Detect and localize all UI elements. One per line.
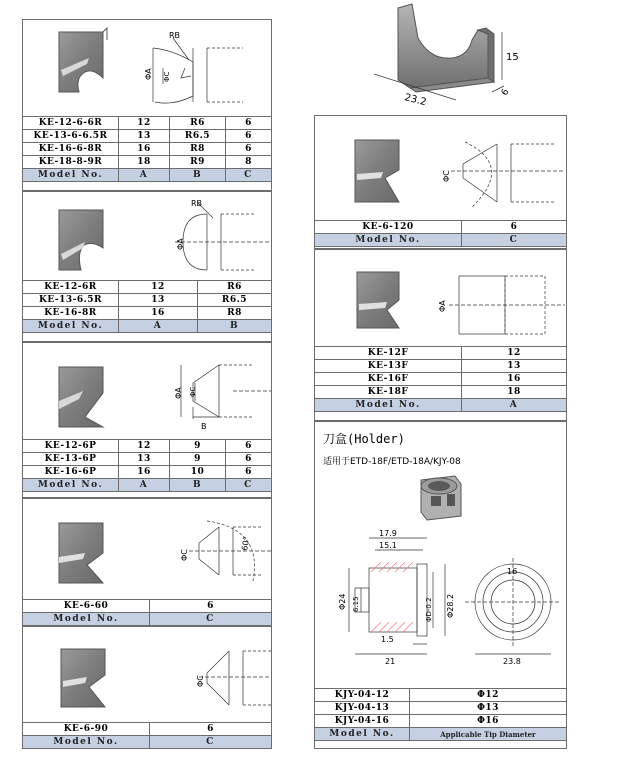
table-cell: R8 [170, 143, 226, 156]
dim-21: 21 [385, 657, 396, 666]
panel-ke-r-6r [22, 19, 272, 191]
table-cell: 12 [119, 440, 170, 453]
table-cell: Model No. [23, 613, 150, 626]
dim-c: ΦC [180, 549, 189, 561]
dim-a: ΦA [438, 300, 447, 312]
table-row [315, 221, 567, 234]
panel6-drawing [315, 116, 566, 220]
table-cell: KE-12-6R [23, 281, 119, 294]
tip-photo [355, 140, 399, 202]
table-cell: KE-12F [315, 347, 462, 360]
table-header [23, 320, 272, 333]
panel-holder [314, 421, 567, 749]
table-cell: C [462, 234, 567, 247]
table-cell: KE-12-6P [23, 440, 119, 453]
tip-photo [59, 210, 103, 270]
table-cell: 12 [462, 347, 567, 360]
table-cell: C [226, 169, 272, 182]
table-cell: 6 [462, 221, 567, 234]
table-cell: KE-6-60 [23, 600, 150, 613]
dim-b: B [201, 422, 207, 431]
table-row [315, 702, 567, 715]
dim-23-8: 23.8 [503, 657, 521, 666]
table-cell: Φ13 [410, 702, 567, 715]
table-header [23, 736, 272, 749]
table-cell: 18 [119, 156, 170, 169]
table-header [23, 613, 272, 626]
table-cell: 16 [119, 143, 170, 156]
table-row [23, 294, 272, 307]
table-header [23, 479, 272, 492]
spec-table [22, 722, 272, 749]
table-cell: 12 [119, 281, 198, 294]
table-cell: Φ16 [410, 715, 567, 728]
dim-phi-28-2: Φ28.2 [446, 593, 455, 618]
table-cell: KE-12-6-6R [23, 117, 119, 130]
table-cell: 18 [462, 386, 567, 399]
dim-a: ΦA [144, 68, 153, 80]
table-cell: C [226, 479, 272, 492]
table-cell: R6.5 [170, 130, 226, 143]
panel1-drawing [23, 20, 271, 116]
table-cell: Model No. [23, 169, 119, 182]
dim-6-15: 6.15 [352, 596, 360, 612]
table-cell: KE-16-6P [23, 466, 119, 479]
table-cell: 9 [170, 453, 226, 466]
spec-table [314, 346, 567, 412]
table-cell: C [150, 736, 272, 749]
dim-a: ΦA [174, 387, 183, 399]
table-cell: 6 [150, 723, 272, 736]
table-row [315, 360, 567, 373]
table-row [23, 307, 272, 320]
dim-c: ΦC [196, 675, 205, 687]
table-row [315, 715, 567, 728]
table-cell: Model No. [315, 399, 462, 412]
dim-phi-d: ΦD-0.2 [425, 597, 433, 622]
table-row [23, 453, 272, 466]
table-cell: KE-18-8-9R [23, 156, 119, 169]
table-cell: R8 [198, 307, 272, 320]
table-row [23, 466, 272, 479]
table-cell: KE-13F [315, 360, 462, 373]
panel-ke-6-60 [22, 498, 272, 626]
table-cell: R6 [198, 281, 272, 294]
table-cell: Model No. [23, 479, 119, 492]
table-cell: 13 [119, 294, 198, 307]
table-cell: KE-16F [315, 373, 462, 386]
table-cell: 6 [150, 600, 272, 613]
table-header [315, 728, 567, 741]
table-cell: KJY-04-13 [315, 702, 410, 715]
table-cell: 16 [119, 466, 170, 479]
dim-a: ΦA [176, 238, 185, 250]
table-cell: Model No. [315, 728, 410, 741]
table-cell: B [198, 320, 272, 333]
dim-phi-24: Φ24 [338, 593, 347, 610]
table-cell: Applicable Tip Diameter [410, 728, 567, 741]
table-cell: KE-13-6P [23, 453, 119, 466]
table-cell: Model No. [23, 320, 119, 333]
panel2-drawing [23, 192, 271, 280]
table-cell: C [150, 613, 272, 626]
table-cell: 13 [119, 453, 170, 466]
spec-table [22, 599, 272, 626]
table-cell: KE-13-6.5R [23, 294, 119, 307]
table-cell: R6.5 [198, 294, 272, 307]
holder-subtitle: 适用于ETD-18F/ETD-18A/KJY-08 [323, 457, 461, 467]
table-cell: R6 [170, 117, 226, 130]
table-row [23, 600, 272, 613]
dim-d: 6 [499, 87, 512, 98]
panel5-drawing [23, 627, 271, 722]
table-cell: KE-16-6-8R [23, 143, 119, 156]
dim-h: 15 [506, 52, 519, 63]
table-cell: 6 [226, 143, 272, 156]
table-cell: 10 [170, 466, 226, 479]
dim-rb: RB [191, 199, 203, 208]
table-cell: KE-16-8R [23, 307, 119, 320]
table-header [315, 399, 567, 412]
table-cell: B [170, 479, 226, 492]
spec-table [22, 280, 272, 333]
table-cell: A [119, 479, 170, 492]
table-cell: 16 [119, 307, 198, 320]
panel4-drawing [23, 499, 271, 599]
panel-ke-6-120 [314, 115, 567, 249]
tip-photo [61, 649, 105, 707]
table-row [23, 156, 272, 169]
tip-photo [59, 28, 107, 92]
holder-table [314, 688, 567, 741]
table-cell: 6 [226, 117, 272, 130]
spec-table [22, 116, 272, 182]
panel-ke-6-90 [22, 626, 272, 749]
table-header [23, 169, 272, 182]
table-row [315, 373, 567, 386]
table-cell: B [170, 169, 226, 182]
table-cell: KE-6-90 [23, 723, 150, 736]
table-cell: 16 [462, 373, 567, 386]
table-row [23, 143, 272, 156]
table-cell: KJY-04-12 [315, 689, 410, 702]
panel-ke-f [314, 249, 567, 421]
spec-table [22, 439, 272, 492]
table-cell: A [119, 169, 170, 182]
table-row [23, 281, 272, 294]
table-cell: Φ12 [410, 689, 567, 702]
table-cell: KE-13-6-6.5R [23, 130, 119, 143]
table-row [23, 130, 272, 143]
table-cell: R9 [170, 156, 226, 169]
holder-title: 刀盒(Holder) [323, 432, 405, 446]
table-cell: 9 [170, 440, 226, 453]
table-row [23, 723, 272, 736]
table-row [23, 440, 272, 453]
panel7-drawing [315, 250, 566, 346]
dim-15-1: 15.1 [379, 541, 397, 550]
table-header [315, 234, 567, 247]
dim-c: ΦC [189, 386, 197, 397]
table-row [315, 689, 567, 702]
tip-photo [357, 272, 399, 328]
holder-photo [421, 476, 461, 520]
panel-ke-r [22, 191, 272, 342]
table-cell: 6 [226, 440, 272, 453]
table-row [315, 386, 567, 399]
table-cell: 8 [226, 156, 272, 169]
tip-photo [59, 367, 103, 427]
dim-w: 23.2 [403, 92, 428, 108]
table-cell: KE-18F [315, 386, 462, 399]
table-cell: KE-6-120 [315, 221, 462, 234]
top-tip-photo [360, 0, 520, 108]
table-cell: 13 [462, 360, 567, 373]
table-row [315, 347, 567, 360]
tip-photo [59, 523, 103, 583]
panel3-drawing [23, 343, 271, 439]
dim-rb: RB [169, 31, 181, 40]
table-cell: 6 [226, 453, 272, 466]
table-cell: Model No. [315, 234, 462, 247]
dim-r16: 16 [507, 567, 518, 576]
table-cell: 12 [119, 117, 170, 130]
table-cell: 6 [226, 466, 272, 479]
table-row [23, 117, 272, 130]
dim-angle: 60° [240, 535, 252, 552]
panel-ke-p [22, 342, 272, 498]
dim-c: ΦC [163, 71, 171, 82]
table-cell: KJY-04-16 [315, 715, 410, 728]
table-cell: 6 [226, 130, 272, 143]
dim-17-9: 17.9 [379, 529, 397, 538]
table-cell: A [119, 320, 198, 333]
table-cell: Model No. [23, 736, 150, 749]
table-cell: 13 [119, 130, 170, 143]
dim-1-5: 1.5 [381, 635, 394, 644]
dim-c: ΦC [442, 170, 451, 182]
spec-table [314, 220, 567, 247]
table-cell: A [462, 399, 567, 412]
holder-drawing [315, 422, 566, 686]
